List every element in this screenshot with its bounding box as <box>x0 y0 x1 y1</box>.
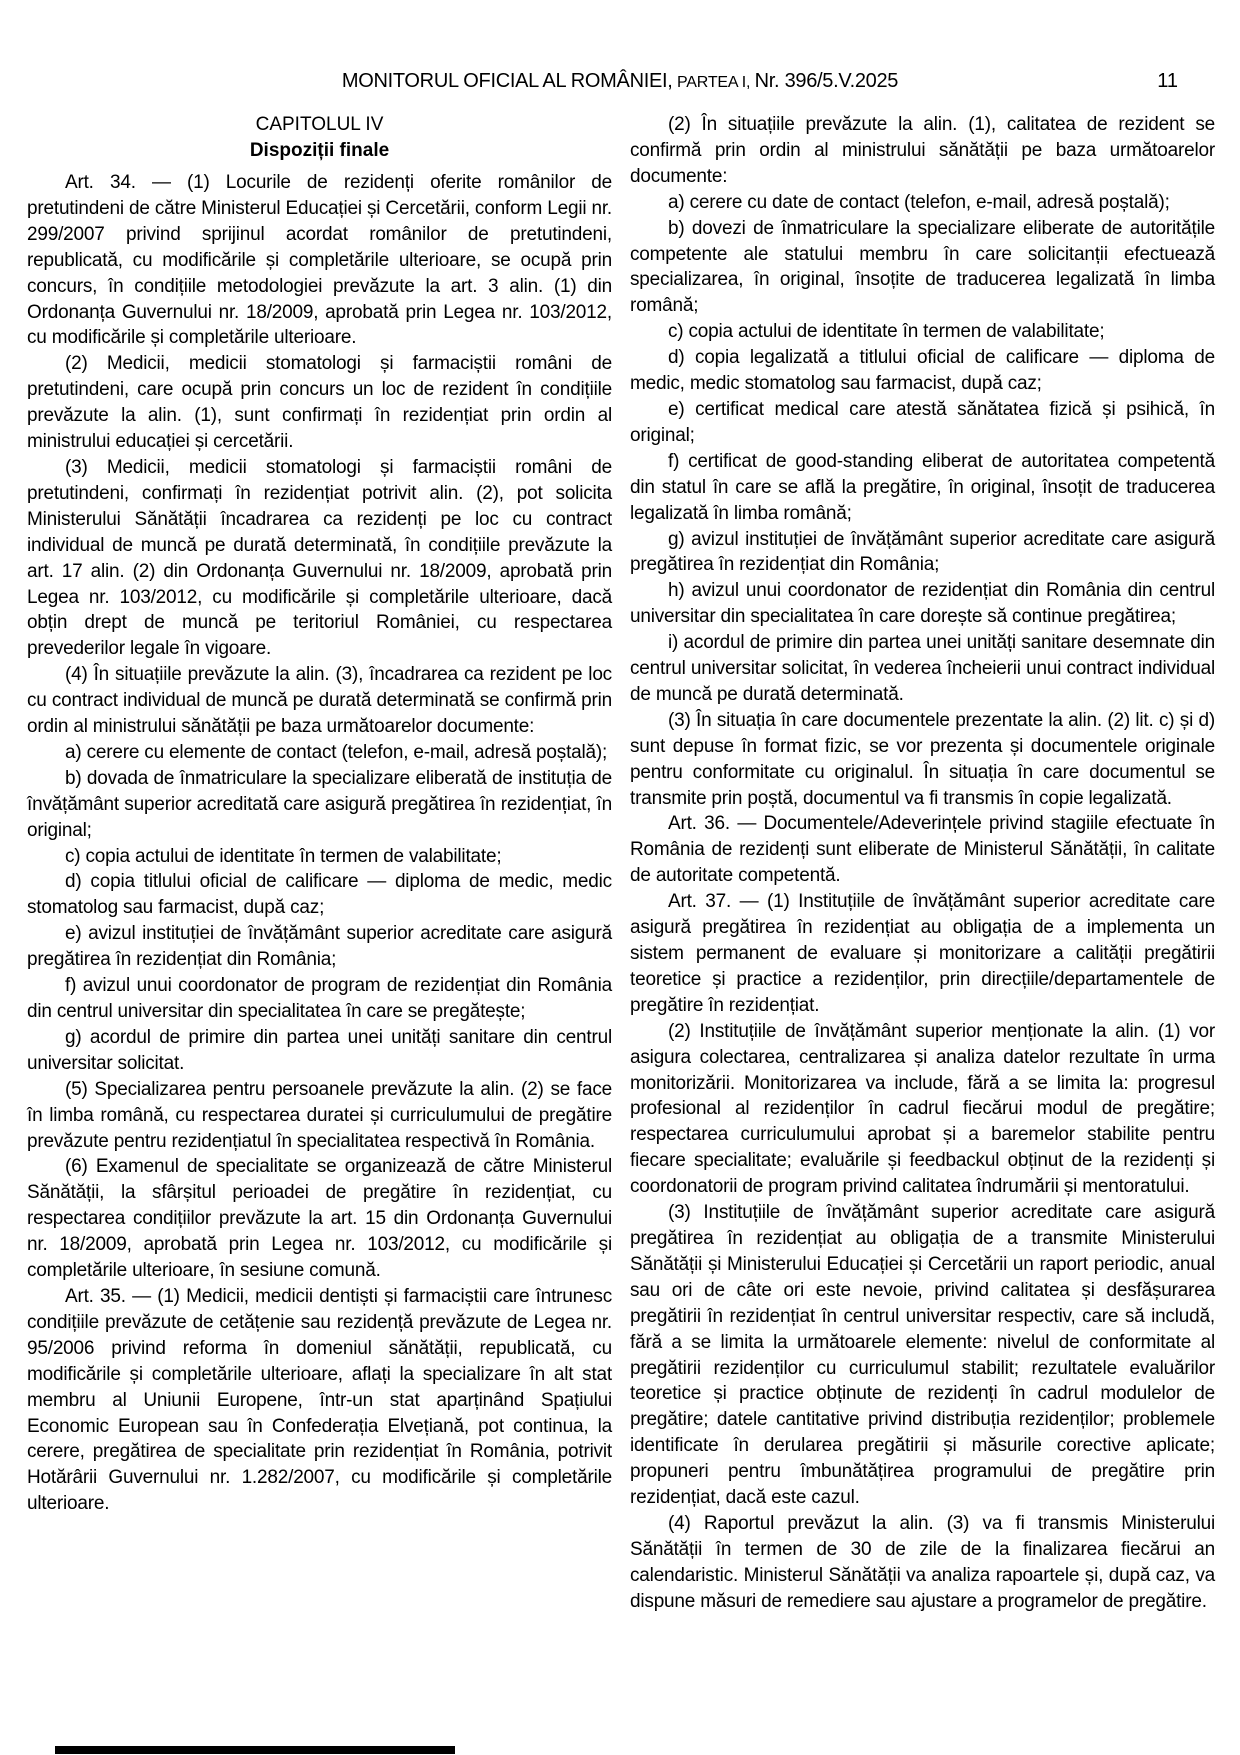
paragraph: Art. 34. — (1) Locurile de rezidenți oferite românilor de pretutindeni de către Ministerul Educației și Cercetării, conform Legii nr. 299/2007 privind sprijinul acordat românilor de pretutindeni, republicată, cu modificările și completările ulterioare, se ocupă prin concurs, în condițiile metodologiei prevăzute la art. 3 alin. (1) din Ordonanța Guvernului nr. 18/2009, aprobată prin Legea nr. 103/2012, cu modificările și completările ulterioare. <box>27 172 612 349</box>
two-column-text <box>27 112 1215 1615</box>
gazette-masthead <box>0 70 1240 93</box>
left-column <box>27 112 612 1615</box>
paragraph: (3) În situația în care documentele prezentate la alin. (2) lit. c) și d) sunt depuse în format fizic, se vor prezenta și documentele originale pentru conformitate cu originalul. În situația în care documentul se transmite prin poștă, documentul va fi transmis în copie legalizată. <box>630 709 1215 809</box>
paragraph: (6) Examenul de specialitate se organizează de către Ministerul Sănătății, la sfârșitul perioadei de pregătire în rezidențiat, cu respectarea condițiilor prevăzute la art. 15 din Ordonanța Guvernului nr. 18/2009, aprobată prin Legea nr. 103/2012, cu modificările și completările ulterioare, în sesiune comună. <box>27 1156 612 1282</box>
gazette-part: PARTEA I, <box>677 74 751 91</box>
chapter-subtitle: Dispoziții finale <box>249 140 390 161</box>
paragraph: d) copia titlului oficial de calificare — diploma de medic, medic stomatolog sau farmacist, după caz; <box>27 871 612 919</box>
paragraph: a) cerere cu date de contact (telefon, e-mail, adresă poștală); <box>668 191 1170 213</box>
paragraph: g) acordul de primire din partea unei unități sanitare din centrul universitar solicitat. <box>27 1026 612 1074</box>
paragraph: (3) Instituțiile de învățământ superior acreditate care asigură pregătirea în rezidențiat au obligația de a transmite Ministerului Sănătății și Ministerului Educației și Cercetării un raport periodic, anual sau ori de câte ori este nevoie, privind calitatea și desfășurarea pregătirii în rezidențiat în centrul universitar respectiv, care să includă, fără a se limita la următoarele elemente: nivelul de conformitate al pregătirii rezidenților cu curriculumul stabilit; rezultatele evaluărilor teoretice și practice obținute de rezidenți în cadrul modulelor de pregătire; datele cantitative privind distribuția rezidenților; problemele identificate în derularea pregătirii și măsurile corective aplicate; propuneri pentru îmbunătățirea programului de pregătire prin rezidențiat, dacă este cazul. <box>630 1202 1215 1509</box>
left-column-paragraphs <box>27 170 612 1517</box>
right-column-paragraphs <box>630 112 1215 1615</box>
paragraph: (2) Medicii, medicii stomatologi și farmaciștii români de pretutindeni, care ocupă prin concurs un loc de rezident în condițiile prevăzute la alin. (1), sunt confirmați în rezidențiat prin ordin al ministrului educației și cercetării. <box>27 353 612 453</box>
gazette-title: MONITORUL OFICIAL AL ROMÂNIEI, <box>341 70 673 92</box>
paragraph: d) copia legalizată a titlului oficial de calificare — diploma de medic, medic stomatolog sau farmacist, după caz; <box>630 347 1215 395</box>
paragraph: (4) În situațiile prevăzute la alin. (3), încadrarea ca rezident pe loc cu contract individual de muncă pe durată determinată se confirmă prin ordin al ministrului sănătății pe baza următoarelor documente: <box>27 664 612 738</box>
paragraph: (2) Instituțiile de învățământ superior menționate la alin. (1) vor asigura colectarea, centralizarea și analiza datelor rezultate în urma monitorizării. Monitorizarea va include, fără a se limita la: progresul profesional al rezidenților în cadrul fiecărui modul de pregătire; respectarea curriculumului aprobat și a baremelor stabilite pentru fiecare specialitate; evaluările și feedbackul obținut de la rezidenți și coordonatorii de program privind calitatea îndrumării și mentoratului. <box>630 1020 1215 1198</box>
paragraph: f) certificat de good-standing eliberat de autoritatea competentă din statul în care se află la pregătire, în original, însoțit de traducerea legalizată în limba română; <box>630 450 1215 524</box>
paragraph: a) cerere cu elemente de contact (telefon, e-mail, adresă poștală); <box>65 741 608 763</box>
paragraph: e) certificat medical care atestă sănătatea fizică și psihică, în original; <box>630 398 1215 446</box>
paragraph: i) acordul de primire din partea unei unități sanitare desemnate din centrul universitar solicitat, în vederea încheierii unui contract individual de muncă pe durată determinată. <box>630 632 1215 705</box>
paragraph: b) dovezi de înmatriculare la specializare eliberate de autoritățile competente ale statului membru în care solicitanții efectuează specializarea, în original, însoțite de traducerea legalizată în limba română; <box>630 217 1215 317</box>
paragraph: c) copia actului de identitate în termen de valabilitate; <box>668 321 1105 343</box>
right-column <box>630 112 1215 1615</box>
paragraph: (5) Specializarea pentru persoanele prevăzute la alin. (2) se face în limba română, cu respectarea duratei și curriculumului de pregătire prevăzute pentru rezidențiatul în specialitatea respectivă în România. <box>27 1078 612 1152</box>
scan-artifact-bar <box>55 1746 455 1754</box>
paragraph: Art. 35. — (1) Medicii, medicii dentiști și farmaciștii care întrunesc condițiile prevăzute de cetățenie sau rezidență prevăzute de Legea nr. 95/2006 privind reforma în domeniul sănătății, republicată, cu modificările și completările ulterioare, aflați la specializare în alt stat membru al Uniunii Europene, într-un stat aparținând Spațiului Economic European sau în Confederația Elvețiană, pot continua, la cerere, pregătirea de specialitate prin rezidențiat în România, potrivit Hotărârii Guvernului nr. 1.282/2007, cu modificările și completările ulterioare. <box>27 1285 612 1515</box>
paragraph: f) avizul unui coordonator de program de rezidențiat din România din centrul universitar din specialitatea în care se pregătește; <box>27 975 612 1022</box>
paragraph: (2) În situațiile prevăzute la alin. (1), calitatea de rezident se confirmă prin ordin al ministrului sănătății pe baza următoarelor documente: <box>630 114 1215 187</box>
paragraph: h) avizul unui coordonator de rezidențiat din România din centrul universitar din specialitatea în care dorește să continue pregătirea; <box>630 580 1215 628</box>
gazette-number: Nr. 396/5.V.2025 <box>754 70 899 92</box>
page-number: 11 <box>1157 70 1178 92</box>
paragraph: b) dovada de înmatriculare la specializare eliberată de instituția de învățământ superior acreditată care asigură pregătirea în rezidențiat, în original; <box>27 767 612 841</box>
paragraph: Art. 36. — Documentele/Adeverințele privind stagiile efectuate în România de rezidenți sunt eliberate de Ministerul Sănătății, în calitate de autoritate competentă. <box>630 813 1215 887</box>
chapter-heading: CAPITOLUL IV <box>255 114 384 135</box>
paragraph: g) avizul instituției de învățământ superior acreditate care asigură pregătirea în rezidențiat din România; <box>630 528 1215 576</box>
paragraph: Art. 37. — (1) Instituțiile de învățământ superior acreditate care asigură pregătirea în rezidențiat au obligația de a implementa un sistem permanent de evaluare și monitorizare a calității pregătirii teoretice și practice a rezidenților, prin direcțiile/departamentele de pregătire în rezidențiat. <box>630 891 1215 1016</box>
page-header <box>0 70 1240 100</box>
paragraph: (3) Medicii, medicii stomatologi și farmaciștii români de pretutindeni, confirmați în rezidențiat potrivit alin. (2), pot solicita Ministerului Sănătății încadrarea ca rezidenți pe loc cu contract individual de muncă pe durată determinată, în condițiile prevăzute la art. 17 alin. (2) din Ordonanța Guvernului nr. 18/2009, aprobată prin Legea nr. 103/2012, cu modificările și completările ulterioare, dacă obțin drept de muncă pe teritoriul României, cu respectarea prevederilor legale în vigoare. <box>27 456 612 660</box>
paragraph: e) avizul instituției de învățământ superior acreditate care asigură pregătirea în rezidențiat din România; <box>27 923 612 971</box>
paragraph: (4) Raportul prevăzut la alin. (3) va fi transmis Ministerului Sănătății în termen de 30 de zile de la finalizarea fiecărui an calendaristic. Ministerul Sănătății va analiza rapoartele și, după caz, va dispune măsuri de remediere sau ajustare a programelor de pregătire. <box>630 1512 1215 1612</box>
paragraph: c) copia actului de identitate în termen de valabilitate; <box>65 845 502 867</box>
